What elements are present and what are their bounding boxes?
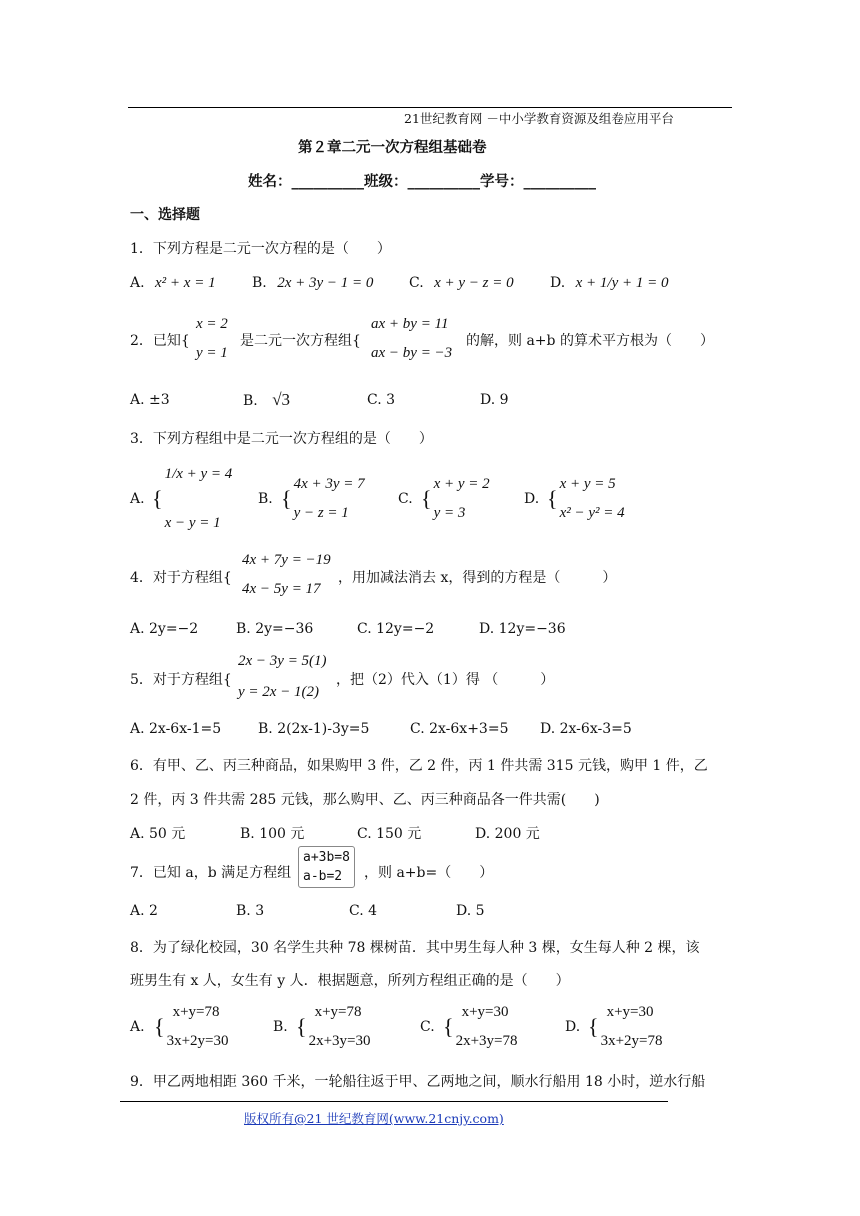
q3-option-c-system <box>421 476 490 522</box>
q6-option-b: B. 100 元 <box>240 826 305 842</box>
q4-option-d: D. 12y=−36 <box>479 621 566 637</box>
document-title: 第２章二元一次方程组基础卷 <box>298 139 487 156</box>
q6-option-d: D. 200 元 <box>475 826 540 842</box>
q3-a2: x − y = 1 <box>164 515 221 531</box>
q8-a2: 3x+2y=30 <box>166 1033 229 1049</box>
q5-option-d: D. 2x-6x-3=5 <box>540 721 632 737</box>
q7-option-c: C. 4 <box>349 903 378 919</box>
q2-mid: 是二元一次方程组{ <box>240 333 361 349</box>
q5-pre: 5．对于方程组{ <box>130 672 232 688</box>
q8-d2: 3x+2y=78 <box>600 1033 663 1049</box>
q3-stem: 3．下列方程组中是二元一次方程组的是（ ） <box>130 431 433 447</box>
q8-line1: 8．为了绿化校园，30 名学生共种 78 棵树苗．其中男生每人种 3 棵，女生每人种 2 棵，该 <box>130 940 700 956</box>
q2-option-a: A. ±3 <box>130 392 170 408</box>
q6-option-a: A. 50 元 <box>130 826 186 842</box>
q1-option-d <box>550 275 669 292</box>
q1-d-label: D. <box>550 275 566 291</box>
q5-s1: 2x − 3y = 5(1) <box>238 653 327 669</box>
q6-option-c: C. 150 元 <box>357 826 422 842</box>
q8-c-label: C. <box>420 1019 435 1035</box>
q8-option-a-system <box>154 1004 228 1050</box>
q2-option-c: C. 3 <box>367 392 396 408</box>
q5-s2: y = 2x − 1(2) <box>238 684 320 700</box>
q4-option-b: B. 2y=−36 <box>236 621 314 637</box>
q1-a-label: A. <box>130 275 145 291</box>
q2-s2a: ax + by = 11 <box>371 316 449 332</box>
brace-icon: { <box>296 1014 307 1039</box>
q1-b-label: B. <box>252 275 267 291</box>
q7-option-b: B. 3 <box>236 903 265 919</box>
q5-option-a: A. 2x-6x-1=5 <box>130 721 222 737</box>
q4-pre: 4．对于方程组{ <box>130 570 232 586</box>
q3-d1: x + y = 5 <box>559 476 616 492</box>
q2-s2b: ax − by = −3 <box>371 345 453 361</box>
q3-b2: y − z = 1 <box>293 505 349 521</box>
q2-equation-system <box>371 316 452 362</box>
brace-icon: { <box>443 1014 454 1039</box>
q5-system <box>238 653 327 701</box>
q8-d-label: D. <box>565 1019 581 1035</box>
q3-option-b-system <box>281 476 365 522</box>
q7-s1: a+3b=8 <box>303 850 350 865</box>
q8-option-b-system <box>296 1004 370 1050</box>
q7-system-box <box>298 846 355 888</box>
q2-s1b: y = 1 <box>196 345 228 361</box>
q8-option-c-system <box>443 1004 517 1050</box>
q4-option-c: C. 12y=−2 <box>357 621 435 637</box>
header-rule <box>128 107 732 108</box>
section-heading: 一、选择题 <box>130 207 200 223</box>
q7-post: ，则 a+b=（ ） <box>364 865 494 881</box>
q2-pre: 2．已知{ <box>130 333 190 349</box>
q8-c2: 2x+3y=78 <box>455 1033 518 1049</box>
q8-b-label: B. <box>273 1019 288 1035</box>
q3-a1: 1/x + y = 4 <box>164 466 233 482</box>
q8-line2: 班男生有 x 人，女生有 y 人．根据题意，所列方程组正确的是（ ） <box>130 973 570 989</box>
q8-option-d-system <box>588 1004 662 1050</box>
q9-line1: 9．甲乙两地相距 360 千米，一轮船往返于甲、乙两地之间，顺水行船用 18 小时，逆水行船 <box>130 1074 706 1090</box>
q4-s2: 4x − 5y = 17 <box>242 581 321 597</box>
q7-option-a: A. 2 <box>130 903 158 919</box>
q2-post: 的解，则 a+b 的算术平方根为（ ） <box>466 333 714 349</box>
q3-b1: 4x + 3y = 7 <box>293 476 365 492</box>
brace-icon: { <box>588 1014 599 1039</box>
q3-option-d-system <box>547 476 625 522</box>
q8-a-label: A. <box>130 1019 145 1035</box>
q8-b1: x+y=78 <box>314 1004 362 1020</box>
brace-icon: { <box>281 486 292 511</box>
q2-s1a: x = 2 <box>196 316 228 332</box>
q1-option-a <box>130 275 216 292</box>
q2-b-label: B. <box>243 393 258 409</box>
brace-icon: { <box>421 486 432 511</box>
q1-c-label: C. <box>409 275 424 291</box>
q7-pre: 7．已知 a，b 满足方程组 <box>130 865 292 881</box>
q1-stem: 1．下列方程是二元一次方程的是（ ） <box>130 241 391 257</box>
q8-a1: x+y=78 <box>172 1004 220 1020</box>
q2-option-b <box>243 390 290 410</box>
q7-option-d: D. 5 <box>456 903 485 919</box>
q5-post: ，把（2）代入（1）得 （ ） <box>336 672 555 688</box>
q4-system <box>242 552 331 598</box>
student-info: 姓名：__________班级：__________学号：__________ <box>248 173 596 190</box>
q1-d-math: x + 1/y + 1 = 0 <box>575 275 669 291</box>
q2-solution-system <box>196 316 228 362</box>
q4-post: ，用加减法消去 x，得到的方程是（ ） <box>338 570 617 586</box>
q3-a-label: A. <box>130 491 145 507</box>
q1-option-c <box>409 275 514 292</box>
brace-icon: { <box>152 486 163 511</box>
q4-s1: 4x + 7y = −19 <box>242 552 331 568</box>
q6-line1: 6．有甲、乙、丙三种商品，如果购甲 3 件，乙 2 件，丙 1 件共需 315 元钱，购甲 1 件，乙 <box>130 758 708 774</box>
q7-s2: a-b=2 <box>303 869 343 884</box>
brace-icon: { <box>154 1014 165 1039</box>
q8-c1: x+y=30 <box>461 1004 509 1020</box>
q1-c-math: x + y − z = 0 <box>434 275 514 291</box>
footer-copyright-link[interactable]: 版权所有@21 世纪教育网(www.21cnjy.com) <box>244 1111 504 1126</box>
q3-b-label: B. <box>258 491 273 507</box>
q5-option-c: C. 2x-6x+3=5 <box>410 721 509 737</box>
q3-c2: y = 3 <box>433 505 466 521</box>
q3-d2: x² − y² = 4 <box>559 505 625 521</box>
q1-b-math: 2x + 3y − 1 = 0 <box>277 275 374 291</box>
q6-line2: 2 件，丙 3 件共需 285 元钱，那么购甲、乙、丙三种商品各一件共需( ) <box>130 792 600 808</box>
q5-option-b: B. 2(2x-1)-3y=5 <box>258 721 370 737</box>
brace-icon: { <box>547 486 558 511</box>
footer-rule <box>120 1101 668 1102</box>
q1-option-b <box>252 275 373 292</box>
q3-c1: x + y = 2 <box>433 476 490 492</box>
q2-b-math: √3 <box>272 390 291 409</box>
q1-a-math: x² + x = 1 <box>155 275 216 291</box>
q4-option-a: A. 2y=−2 <box>130 621 199 637</box>
q3-option-a-system <box>152 466 232 532</box>
q8-d1: x+y=30 <box>606 1004 654 1020</box>
q2-option-d: D. 9 <box>480 392 509 408</box>
header-site: 21世纪教育网 －中小学教育资源及组卷应用平台 <box>404 111 674 126</box>
q3-d-label: D. <box>524 491 540 507</box>
q8-b2: 2x+3y=30 <box>308 1033 371 1049</box>
q3-c-label: C. <box>398 491 413 507</box>
